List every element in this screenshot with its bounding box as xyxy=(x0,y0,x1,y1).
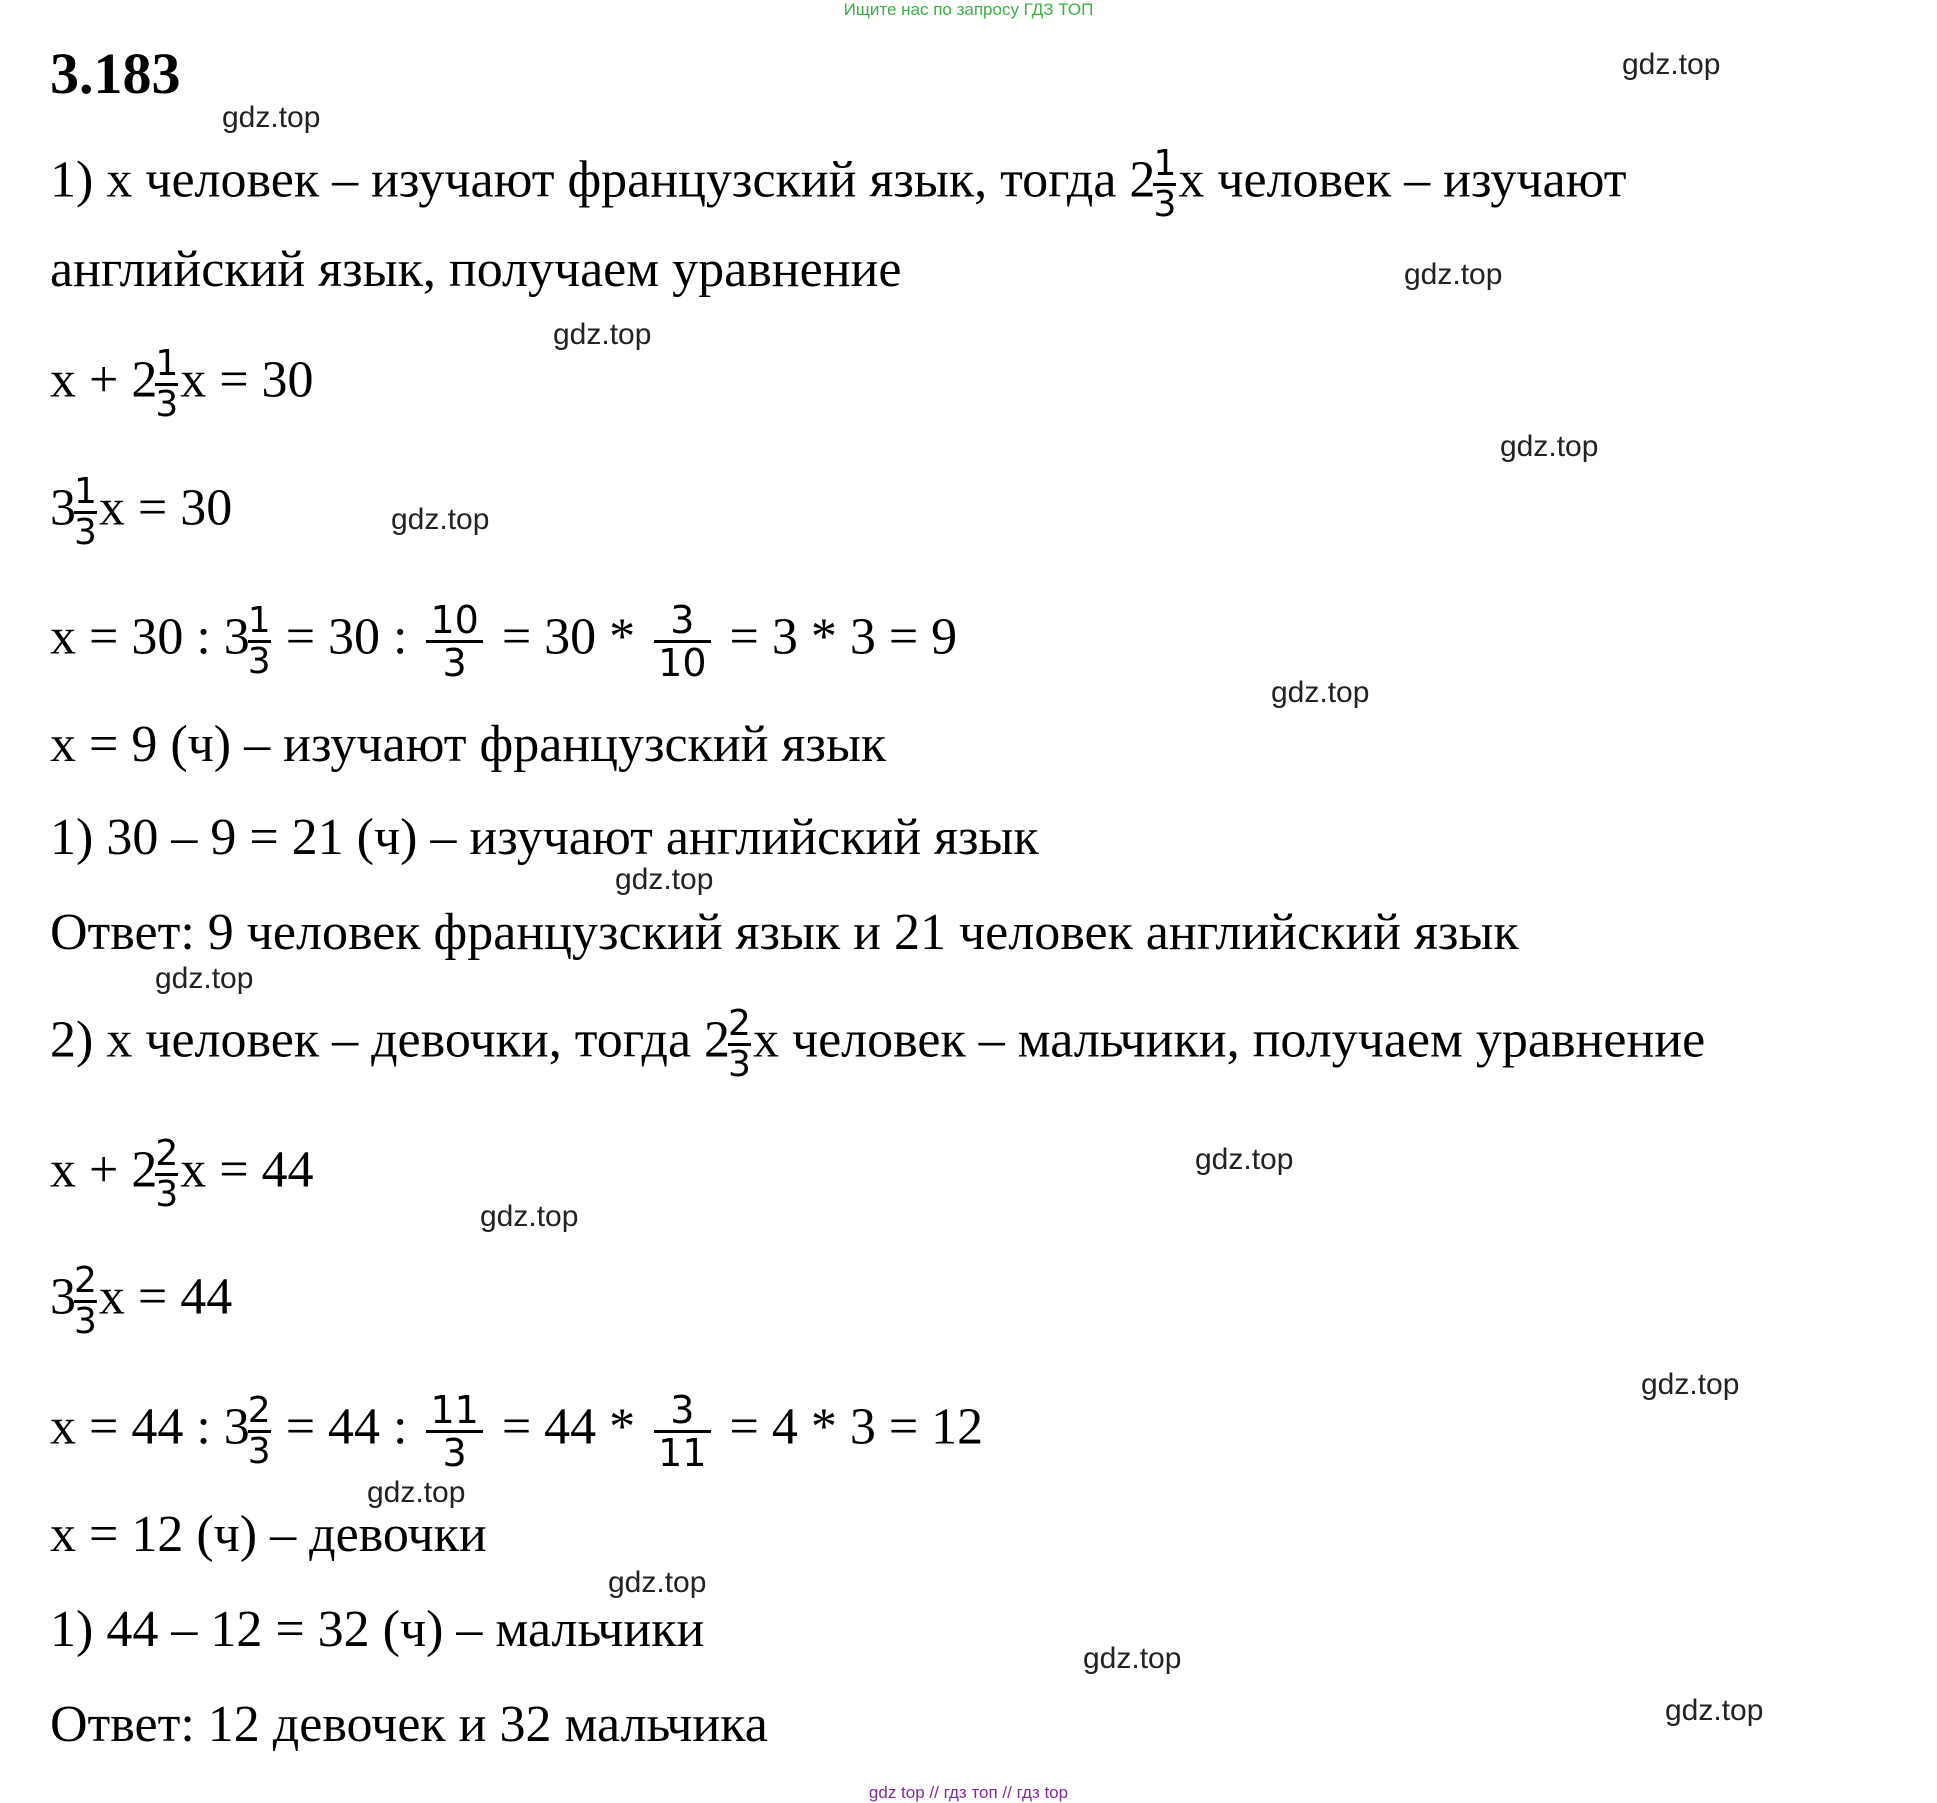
denominator: 3 xyxy=(74,512,97,553)
fraction xyxy=(728,1005,751,1084)
denominator: 3 xyxy=(1153,184,1177,225)
solution-line-1 xyxy=(50,145,1627,224)
problem-number: 3.183 xyxy=(50,41,181,106)
watermark: gdz.top xyxy=(391,503,490,536)
equation-line-3 xyxy=(50,600,957,683)
watermark: gdz.top xyxy=(608,1566,707,1599)
solution-line-14: 1) 44 – 12 = 32 (ч) – мальчики xyxy=(50,1601,705,1658)
text-segment: 3 xyxy=(50,479,76,537)
fraction xyxy=(74,473,97,552)
text-segment: x + 2 xyxy=(50,1141,158,1199)
top-banner: Ищите нас по запросу ГДЗ ТОП xyxy=(843,0,1094,19)
watermark: gdz.top xyxy=(1665,1694,1764,1727)
numerator: 2 xyxy=(155,1133,179,1174)
answer-1: Ответ: 9 человек французский язык и 21 человек английский язык xyxy=(50,904,1519,961)
fraction xyxy=(654,600,710,683)
text-segment: x = 44 : 3 xyxy=(50,1398,250,1456)
equation-line-5 xyxy=(50,1262,232,1341)
fraction xyxy=(248,602,271,681)
solution-line-13: x = 12 (ч) – девочки xyxy=(50,1506,487,1563)
text-segment: = 44 : xyxy=(272,1398,421,1456)
text-segment: = 44 * xyxy=(488,1398,649,1456)
text-segment: x человек – изучают xyxy=(1178,151,1627,209)
text-segment: 2) x человек – девочки, тогда 2 xyxy=(50,1011,731,1069)
equation-line-2 xyxy=(50,473,232,552)
denominator: 11 xyxy=(654,1430,710,1473)
denominator: 3 xyxy=(247,1431,271,1472)
text-segment: x = 30 xyxy=(98,479,233,537)
watermark: gdz.top xyxy=(1195,1143,1294,1176)
text-segment: x = 44 xyxy=(98,1268,233,1326)
numerator: 2 xyxy=(74,1260,97,1301)
numerator: 1 xyxy=(155,343,179,384)
numerator: 1 xyxy=(74,471,97,512)
numerator: 10 xyxy=(430,598,479,642)
watermark: gdz.top xyxy=(1083,1642,1182,1675)
fraction xyxy=(654,1390,710,1473)
text-segment: x + 2 xyxy=(50,351,158,409)
text-segment: 3 xyxy=(50,1268,76,1326)
numerator: 1 xyxy=(247,600,271,641)
equation-line-1 xyxy=(50,345,314,424)
solution-line-7: 1) 30 – 9 = 21 (ч) – изучают английский язык xyxy=(50,809,1039,866)
denominator: 3 xyxy=(728,1044,751,1085)
text-segment: = 30 : xyxy=(272,608,421,666)
watermark: gdz.top xyxy=(222,101,321,134)
text-segment: x = 30 xyxy=(180,351,314,409)
fraction xyxy=(426,600,482,683)
text-segment: = 4 * 3 = 12 xyxy=(716,1398,984,1456)
numerator: 3 xyxy=(670,1388,695,1432)
watermark: gdz.top xyxy=(1641,1368,1740,1401)
numerator: 11 xyxy=(430,1388,479,1432)
watermark: gdz.top xyxy=(480,1200,579,1233)
watermark: gdz.top xyxy=(1500,430,1599,463)
numerator: 3 xyxy=(670,598,695,642)
denominator: 10 xyxy=(654,640,710,683)
fraction xyxy=(74,1262,97,1341)
watermark: gdz.top xyxy=(1404,258,1503,291)
watermark: gdz.top xyxy=(155,962,254,995)
text-segment: x = 30 : 3 xyxy=(50,608,250,666)
fraction xyxy=(155,345,178,424)
text-segment: x = 44 xyxy=(180,1141,314,1199)
watermark: gdz.top xyxy=(1271,676,1370,709)
text-segment: = 30 * xyxy=(488,608,649,666)
text-segment: 1) x человек – изучают французский язык, тогда 2 xyxy=(50,151,1156,209)
bottom-banner: gdz top // гдз топ // гдз top xyxy=(868,1783,1069,1802)
denominator: 3 xyxy=(155,1174,179,1215)
denominator: 3 xyxy=(426,1430,482,1473)
denominator: 3 xyxy=(74,1301,97,1342)
watermark: gdz.top xyxy=(553,318,652,351)
equation-line-4 xyxy=(50,1135,314,1214)
numerator: 2 xyxy=(728,1003,751,1044)
text-segment: x человек – мальчики, получаем уравнение xyxy=(752,1011,1706,1069)
text-segment: = 3 * 3 = 9 xyxy=(716,608,958,666)
equation-line-6 xyxy=(50,1390,983,1473)
numerator: 1 xyxy=(1153,143,1177,184)
watermark: gdz.top xyxy=(615,863,714,896)
solution-line-6: x = 9 (ч) – изучают французский язык xyxy=(50,716,887,773)
fraction xyxy=(1153,145,1176,224)
fraction xyxy=(426,1390,482,1473)
watermark: gdz.top xyxy=(367,1476,466,1509)
solution-line-9 xyxy=(50,1005,1705,1084)
fraction xyxy=(155,1135,178,1214)
solution-line-2: английский язык, получаем уравнение xyxy=(50,241,902,298)
denominator: 3 xyxy=(426,640,482,683)
numerator: 2 xyxy=(247,1390,271,1431)
watermark: gdz.top xyxy=(1622,48,1721,81)
answer-2: Ответ: 12 девочек и 32 мальчика xyxy=(50,1696,768,1753)
denominator: 3 xyxy=(247,641,271,682)
fraction xyxy=(248,1392,271,1471)
denominator: 3 xyxy=(155,384,179,425)
